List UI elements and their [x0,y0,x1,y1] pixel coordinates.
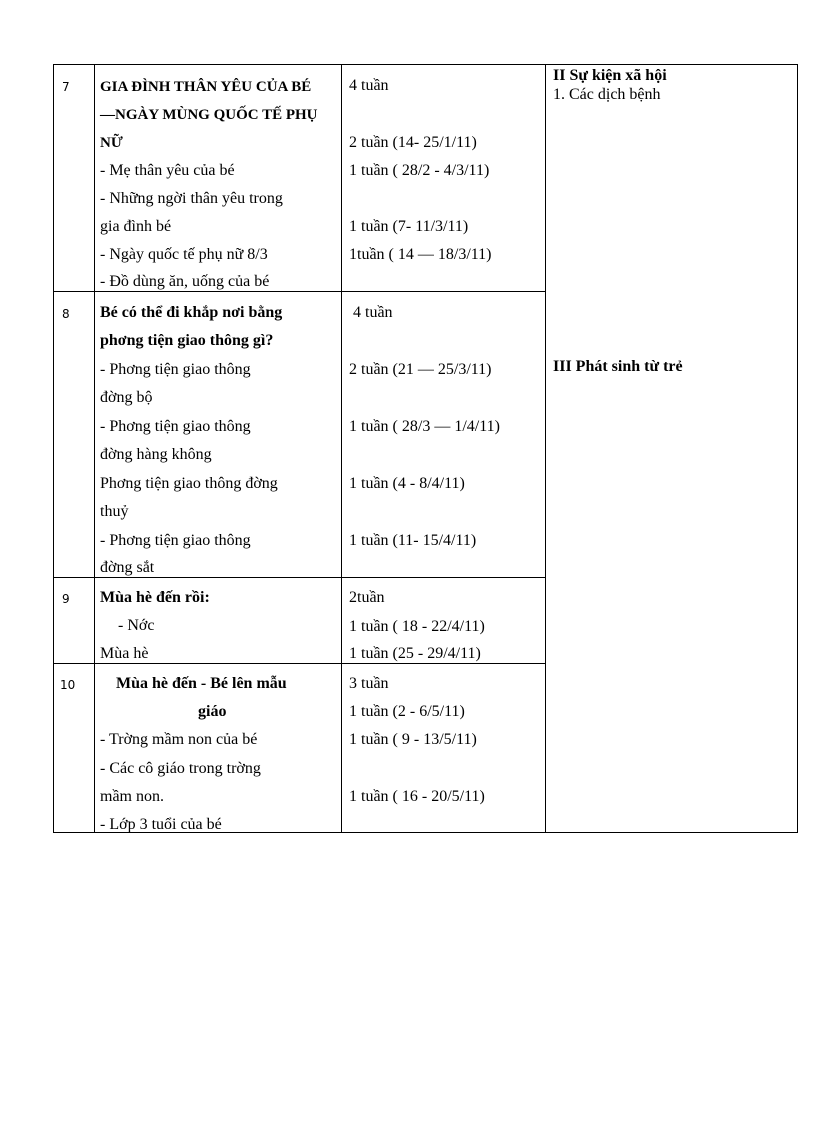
topic-title: NỮ [100,135,123,151]
week-duration: 1 tuần ( 28/3 — 1/4/11) [349,418,500,435]
topic-title: phơng tiện giao thông gì? [100,332,274,349]
row-divider [53,577,546,578]
subtopic: Mùa hè [100,645,149,662]
subtopic: đờng sắt [100,559,155,576]
subtopic: - Phơng tiện giao thông [100,418,251,435]
topic-title: Mùa hè đến rồi: [100,589,210,606]
week-duration: 1 tuần (11- 15/4/11) [349,532,477,549]
row-number: 10 [60,678,76,692]
subtopic: - Mẹ thân yêu của bé [100,162,235,179]
subtopic: - Nớc [118,617,155,634]
topic-title: Mùa hè đến - Bé lên mẫu [116,675,287,692]
week-duration: 1 tuần ( 18 - 22/4/11) [349,618,485,635]
week-duration: 1 tuần (7- 11/3/11) [349,218,469,235]
subtopic: đờng hàng không [100,446,212,463]
week-duration: 1 tuần (4 - 8/4/11) [349,475,465,492]
week-duration: 1 tuần ( 16 - 20/5/11) [349,788,485,805]
week-duration: 2 tuần (21 — 25/3/11) [349,361,492,378]
subtopic: mầm non. [100,788,164,805]
week-duration: 1 tuần ( 28/2 - 4/3/11) [349,162,490,179]
column-divider [545,64,546,833]
topic-title: Bé có thể đi khắp nơi bằng [100,304,283,321]
section-heading-social-events: II Sự kiện xã hội [553,67,667,84]
subtopic: - Các cô giáo trong trờng [100,760,261,777]
total-duration: 2tuần [349,589,385,606]
total-duration: 3 tuần [349,675,389,692]
subtopic: - Những ngời thân yêu trong [100,190,283,207]
week-duration: 1 tuần (2 - 6/5/11) [349,703,465,720]
row-number: 8 [62,307,70,321]
subtopic: thuỷ [100,503,129,520]
week-duration: 1 tuần (25 - 29/4/11) [349,645,481,662]
section-heading-from-children: III Phát sinh từ trẻ [553,358,683,375]
week-duration: 2 tuần (14- 25/1/11) [349,134,477,151]
subtopic: đờng bộ [100,389,153,406]
total-duration: 4 tuần [349,77,389,94]
row-number: 9 [62,592,70,606]
total-duration: 4 tuần [353,304,393,321]
week-duration: 1tuần ( 14 — 18/3/11) [349,246,492,263]
subtopic: gia đình bé [100,218,172,235]
row-divider [53,291,546,292]
subtopic: - Trờng mầm non của bé [100,731,258,748]
column-divider [341,64,342,833]
subtopic: - Đồ dùng ăn, uống của bé [100,273,270,290]
topic-title: GIA ĐÌNH THÂN YÊU CỦA BÉ [100,79,312,95]
subtopic: - Ngày quốc tế phụ nữ 8/3 [100,246,268,263]
subtopic: Phơng tiện giao thông đờng [100,475,278,492]
subtopic: - Phơng tiện giao thông [100,532,251,549]
topic-title: —NGÀY MÙNG QUỐC TẾ PHỤ [100,107,318,123]
topic-title: giáo [198,703,227,720]
week-duration: 1 tuần ( 9 - 13/5/11) [349,731,477,748]
row-number: 7 [62,80,70,94]
section-subitem-diseases: 1. Các dịch bệnh [553,86,661,103]
subtopic: - Phơng tiện giao thông [100,361,251,378]
column-divider [94,64,95,833]
subtopic: - Lớp 3 tuổi của bé [100,816,222,832]
